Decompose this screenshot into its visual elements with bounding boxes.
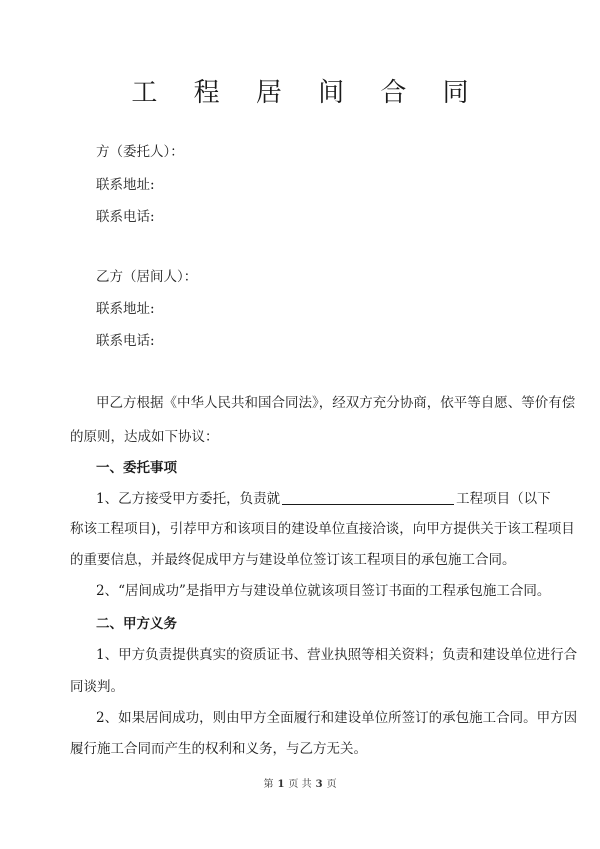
document-title: 工 程 居 间 合 同: [131, 78, 483, 108]
section-2-item-2-line-2: 履行施工合同而产生的权利和义务，与乙方无关。: [70, 741, 367, 757]
page-footer: [0, 775, 600, 790]
section-1-item-1-line-3: 的重要信息，并最终促成甲方与建设单位签订该工程项目的承包施工合同。: [70, 552, 516, 568]
footer-prefix: 第: [263, 779, 274, 790]
footer-suffix: 页: [326, 779, 337, 790]
party-b-phone-label: 联系电话:: [96, 333, 155, 349]
section-2-item-1-line-1: 1、甲方负责提供真实的资质证书、营业执照等相关资料；负责和建设单位进行合: [96, 647, 578, 663]
party-b-label: 乙方（居间人）：: [96, 269, 198, 285]
party-a-phone-label: 联系电话:: [96, 209, 155, 225]
party-b-address-label: 联系地址:: [96, 301, 155, 317]
item-1-text-before-blank: 1、乙方接受甲方委托，负责就: [96, 491, 281, 507]
footer-middle: 页 共: [288, 779, 312, 790]
intro-line-2: 的原则，达成如下协议：: [70, 429, 219, 445]
party-a-label: 方（委托人）：: [96, 144, 184, 160]
footer-current-page: 1: [277, 779, 285, 790]
section-2-item-1-line-2: 同谈判。: [70, 679, 124, 695]
section-2-heading: 二、甲方义务: [96, 616, 177, 632]
section-2-item-2-line-1: 2、如果居间成功，则由甲方全面履行和建设单位所签订的承包施工合同。甲方因: [96, 710, 578, 726]
intro-line-1: 甲乙方根据《中华人民共和国合同法》，经双方充分协商，依平等自愿、等价有偿: [96, 395, 576, 411]
item-1-text-after-blank: 工程项目（以下: [456, 491, 551, 507]
party-a-address-label: 联系地址:: [96, 177, 155, 193]
section-1-heading: 一、委托事项: [96, 460, 177, 476]
footer-total-pages: 3: [315, 779, 323, 790]
section-1-item-1-line-2: 称该工程项目)，引荐甲方和该项目的建设单位直接洽谈，向甲方提供关于该工程项目: [70, 521, 575, 537]
section-1-item-2: 2、“居间成功”是指甲方与建设单位就该项目签订书面的工程承包施工合同。: [96, 583, 551, 599]
project-name-blank: [282, 490, 454, 505]
section-1-item-1-line-1: [96, 490, 551, 508]
